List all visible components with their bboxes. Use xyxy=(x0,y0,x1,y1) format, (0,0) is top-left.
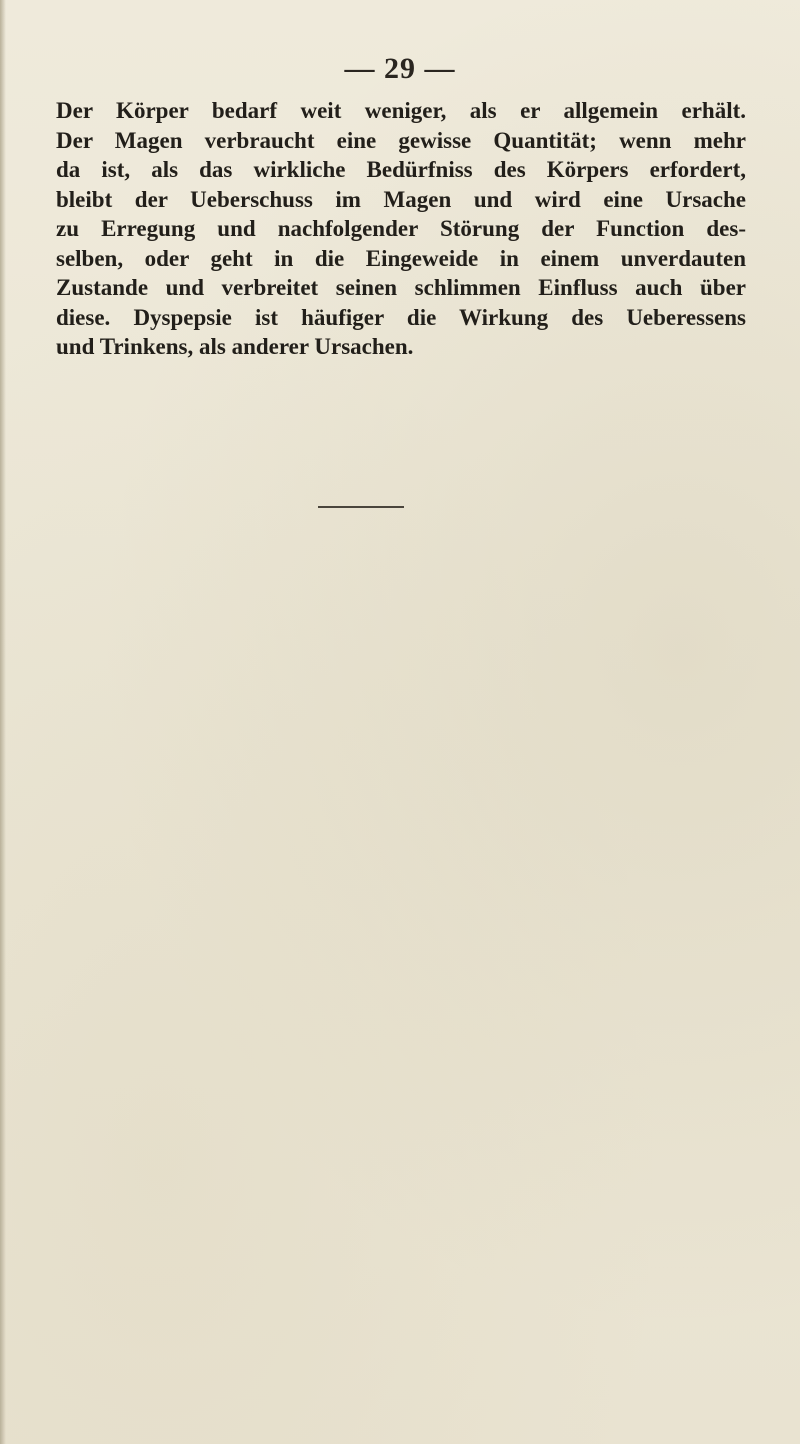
paragraph xyxy=(56,96,746,362)
paragraph-line: bleibt der Ueberschuss im Magen und wird eine Ursache xyxy=(56,186,746,212)
paragraph-line: zu Erregung und nachfolgender Störung der Function des- xyxy=(56,216,746,241)
page-number: — 29 — xyxy=(344,52,456,85)
page-binding-edge xyxy=(0,0,6,1444)
paragraph-line: da ist, als das wirkliche Bedürfniss des Körpers erfordert, xyxy=(56,157,746,182)
paragraph-line: Zustande und verbreitet seinen schlimmen Einfluss auch über xyxy=(56,275,746,300)
paragraph-line: diese. Dyspepsie ist häufiger die Wirkung des Ueberessens xyxy=(56,304,746,330)
paragraph-line: Der Körper bedarf weit weniger, als er allgemein erhält. xyxy=(56,98,746,123)
paragraph-line: selben, oder geht in die Eingeweide in einem unverdauten xyxy=(56,245,746,271)
section-divider-rule xyxy=(318,506,404,508)
paragraph-line: Der Magen verbraucht eine gewisse Quantität; wenn mehr xyxy=(56,127,746,153)
paragraph-line: und Trinkens, als anderer Ursachen. xyxy=(56,334,414,359)
